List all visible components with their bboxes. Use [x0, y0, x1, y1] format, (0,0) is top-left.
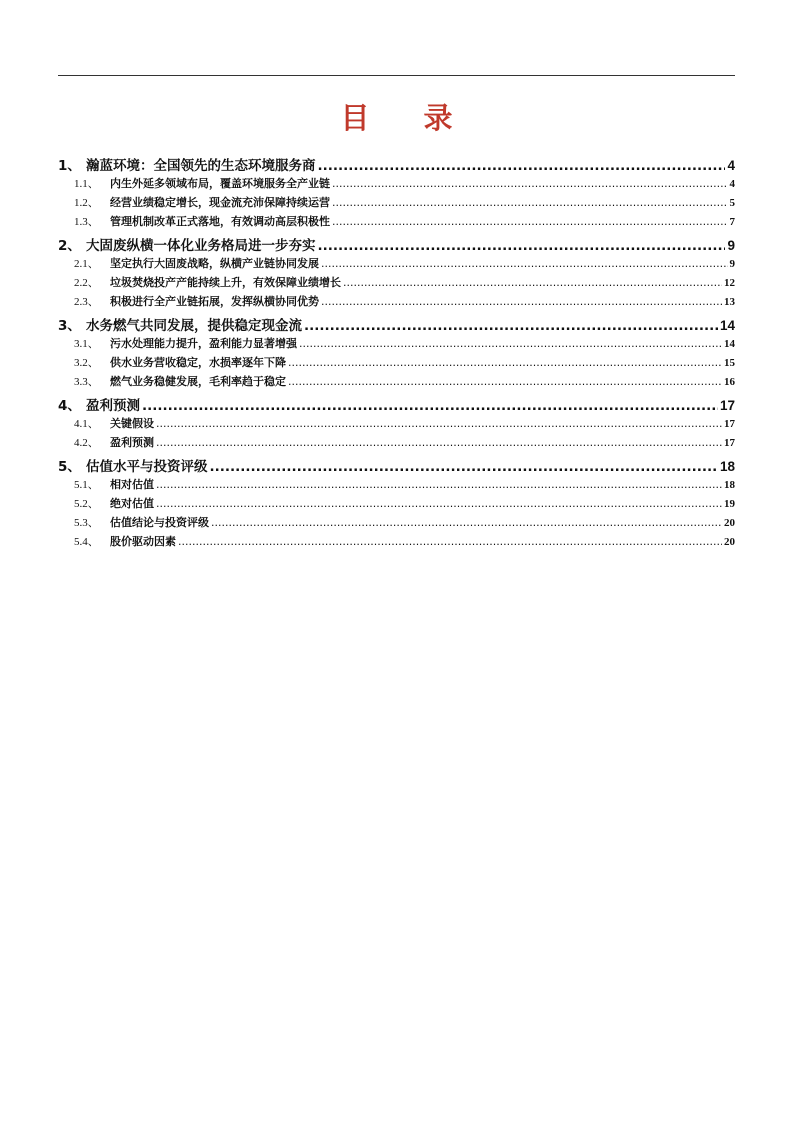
toc-entry-page: 17	[719, 398, 735, 413]
toc-entry[interactable]	[58, 293, 735, 312]
toc-entry[interactable]	[58, 495, 735, 514]
toc-entry-text: 盈利预测	[110, 436, 154, 449]
toc-entry-page: 19	[724, 498, 735, 510]
toc-leader-dots	[288, 375, 722, 388]
toc-leader-dots	[321, 257, 728, 270]
toc-entry-text: 相对估值	[110, 478, 154, 491]
toc-entry-number: 2.1、	[74, 258, 99, 270]
toc-leader-dots	[210, 459, 718, 475]
toc-leader-dots	[299, 337, 722, 350]
toc-entry-text: 估值水平与投资评级	[86, 459, 208, 475]
toc-entry-number: 1.3、	[74, 216, 99, 228]
toc-entry-text: 供水业务营收稳定，水损率逐年下降	[110, 356, 286, 369]
toc-entry[interactable]	[58, 175, 735, 194]
toc-entry-text: 污水处理能力提升，盈利能力显著增强	[110, 337, 297, 350]
toc-entry-page: 15	[724, 357, 735, 369]
toc-entry-text: 积极进行全产业链拓展，发挥纵横协同优势	[110, 295, 319, 308]
table-of-contents	[58, 152, 735, 552]
toc-entry[interactable]	[58, 335, 735, 354]
toc-leader-dots	[156, 478, 722, 491]
toc-entry-page: 9	[729, 258, 735, 270]
toc-entry-number: 5.2、	[74, 498, 99, 510]
toc-entry-text: 燃气业务稳健发展，毛利率趋于稳定	[110, 375, 286, 388]
toc-entry[interactable]	[58, 415, 735, 434]
toc-leader-dots	[211, 516, 722, 529]
toc-entry-text: 大固废纵横一体化业务格局进一步夯实	[86, 238, 316, 254]
toc-entry-text: 估值结论与投资评级	[110, 516, 209, 529]
toc-entry-number: 5.3、	[74, 517, 99, 529]
toc-leader-dots	[318, 158, 726, 174]
toc-title: 目 录	[340, 101, 475, 135]
toc-entry-number: 5.4、	[74, 536, 99, 548]
toc-leader-dots	[142, 398, 718, 414]
toc-leader-dots	[304, 318, 718, 334]
toc-entry-number: 5.1、	[74, 479, 99, 491]
toc-leader-dots	[332, 196, 728, 209]
toc-entry[interactable]	[58, 514, 735, 533]
toc-entry-number: 3、	[58, 318, 81, 334]
toc-entry[interactable]	[58, 232, 735, 255]
toc-entry-page: 4	[727, 158, 735, 173]
toc-entry[interactable]	[58, 152, 735, 175]
toc-entry-number: 5、	[58, 459, 81, 475]
header-rule	[58, 75, 735, 76]
toc-entry[interactable]	[58, 274, 735, 293]
toc-entry-number: 2.3、	[74, 296, 99, 308]
toc-entry-number: 2、	[58, 238, 81, 254]
toc-entry-page: 9	[727, 238, 735, 253]
toc-leader-dots	[156, 497, 722, 510]
toc-entry-page: 12	[724, 277, 735, 289]
toc-entry-page: 20	[724, 517, 735, 529]
toc-entry-text: 管理机制改革正式落地，有效调动高层积极性	[110, 215, 330, 228]
toc-entry-text: 关键假设	[110, 417, 154, 430]
toc-entry[interactable]	[58, 392, 735, 415]
toc-entry-page: 14	[724, 338, 735, 350]
toc-entry-text: 股价驱动因素	[110, 535, 176, 548]
toc-leader-dots	[318, 238, 726, 254]
toc-entry[interactable]	[58, 255, 735, 274]
toc-entry-text: 绝对估值	[110, 497, 154, 510]
toc-entry-text: 瀚蓝环境：全国领先的生态环境服务商	[86, 158, 316, 174]
toc-entry-page: 18	[719, 459, 735, 474]
toc-entry[interactable]	[58, 213, 735, 232]
toc-entry-text: 坚定执行大固废战略，纵横产业链协同发展	[110, 257, 319, 270]
toc-entry-number: 4.2、	[74, 437, 99, 449]
toc-entry-text: 垃圾焚烧投产产能持续上升，有效保障业绩增长	[110, 276, 341, 289]
toc-entry[interactable]	[58, 354, 735, 373]
toc-entry-page: 7	[729, 216, 735, 228]
toc-entry-page: 14	[719, 318, 735, 333]
toc-entry-number: 4、	[58, 398, 81, 414]
toc-entry[interactable]	[58, 312, 735, 335]
toc-entry-page: 4	[729, 178, 735, 190]
toc-entry-number: 3.1、	[74, 338, 99, 350]
toc-leader-dots	[156, 436, 722, 449]
toc-entry-number: 3.3、	[74, 376, 99, 388]
toc-leader-dots	[321, 295, 722, 308]
toc-entry-text: 内生外延多领域布局，覆盖环境服务全产业链	[110, 177, 330, 190]
toc-entry-page: 17	[724, 437, 735, 449]
toc-leader-dots	[156, 417, 722, 430]
toc-entry-page: 5	[729, 197, 735, 209]
toc-entry[interactable]	[58, 373, 735, 392]
toc-entry[interactable]	[58, 194, 735, 213]
toc-entry-number: 1.1、	[74, 178, 99, 190]
toc-entry-text: 水务燃气共同发展，提供稳定现金流	[86, 318, 302, 334]
toc-entry-number: 2.2、	[74, 277, 99, 289]
toc-entry[interactable]	[58, 476, 735, 495]
toc-entry-text: 盈利预测	[86, 398, 140, 414]
toc-entry[interactable]	[58, 434, 735, 453]
toc-entry-page: 13	[724, 296, 735, 308]
toc-leader-dots	[343, 276, 722, 289]
toc-entry-number: 4.1、	[74, 418, 99, 430]
toc-entry-page: 18	[724, 479, 735, 491]
toc-entry-page: 16	[724, 376, 735, 388]
toc-leader-dots	[178, 535, 722, 548]
toc-leader-dots	[332, 177, 728, 190]
toc-entry-text: 经营业绩稳定增长，现金流充沛保障持续运营	[110, 196, 330, 209]
toc-entry-page: 20	[724, 536, 735, 548]
toc-entry-number: 1.2、	[74, 197, 99, 209]
toc-entry[interactable]	[58, 453, 735, 476]
toc-entry-number: 3.2、	[74, 357, 99, 369]
toc-leader-dots	[288, 356, 722, 369]
toc-entry-page: 17	[724, 418, 735, 430]
toc-leader-dots	[332, 215, 728, 228]
toc-entry-number: 1、	[58, 158, 81, 174]
toc-entry[interactable]	[58, 533, 735, 552]
